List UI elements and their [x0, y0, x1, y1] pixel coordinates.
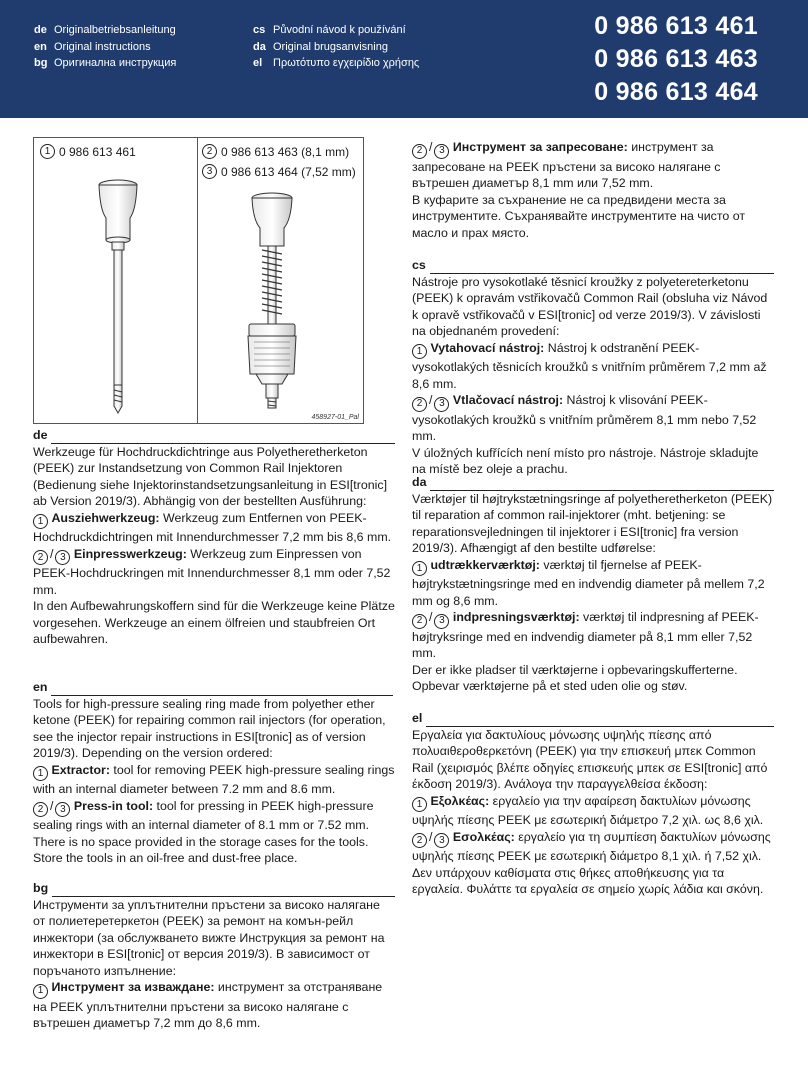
figure-label-pressin-752: 3 0 986 613 464 (7,52 mm) [202, 164, 356, 179]
section-heading-cs: cs [412, 257, 774, 274]
section-cs [412, 257, 774, 478]
language-entry: cs Původní návod k používání [253, 24, 406, 36]
section-heading-de: de [33, 427, 395, 444]
part-number: 0 986 613 464 [594, 78, 758, 106]
section-bg-continued [412, 139, 774, 241]
language-list-right [253, 22, 419, 72]
section-da-intro: Værktøjer til højtrykstætningsringe af polyetheretherketon (PEEK) til reparation af common rail-injektorer (mht. betjening: se reparationsvejledningen til injektorer i ESI[tronic] fra version 2019/3). Afhængigt af den bestilte udførelse: [412, 491, 773, 556]
language-entry: en Original instructions [34, 40, 151, 53]
part-number: 0 986 613 463 [594, 45, 758, 73]
tools-drawing [34, 138, 365, 425]
section-bg-intro: Инструменти за уплътнителни пръстени за високо налягане от полиетеретеркетон (PEEK) за ремонт на комън-рейл инжектори (за обслужването вижте Инструкция за ремонт на инжектори в ESI[tronic] от версия 2019/3). В зависимост от поръчаното изпълнение: [33, 897, 385, 978]
section-de-outro: In den Aufbewahrungskoffern sind für die Werkzeuge keine Plätze vorgesehen. Werkzeuge an einem ölfreien und staubfreien Ort aufbewahren. [33, 599, 395, 647]
section-heading-bg: bg [33, 880, 395, 897]
extractor-tool-drawing [99, 180, 137, 413]
section-bg [33, 880, 395, 1032]
figure-code: 458927-01_Pal [311, 414, 359, 421]
language-entry: bg Оригинална инструкция [34, 57, 177, 69]
section-da-item2: 2 / 3 indpresningsværktøj: værktøj til indpresning af PEEK-højtryksringe med en indvendig diameter på 8,1 mm eller 7,52 mm. [412, 610, 759, 661]
language-entry: da Original brugsanvisning [253, 40, 388, 53]
section-bg-outro: В куфарите за съхранение не са предвидени места за инструментите. Съхранявайте инструментите на чисто от масло и прах място. [412, 192, 746, 240]
figure-label-pressin-81: 2 0 986 613 463 (8,1 mm) [202, 144, 349, 159]
section-heading-el: el [412, 710, 774, 727]
section-de-intro: Werkzeuge für Hochdruckdichtringe aus Polyetheretherketon (PEEK) zur Instandsetzung von Common Rail Injektoren (Bedienung siehe Injektorinstandsetzungsanleitung in ESI[tronic] ab Version 2019/3). Abhängig von der bestellten Ausführung: [33, 444, 388, 509]
section-bg-item1: 1 Инструмент за изваждане: инструмент за отстраняване на PEEK уплътнителни пръстени за високо налягане с вътрешен диаметър 7,2 mm до 8,6 mm. [33, 980, 383, 1031]
section-cs-outro: V úložných kufřících není místo pro nástroje. Nástroje skladujte na místě bez oleje a prachu. [412, 445, 759, 477]
tool-figure [33, 137, 364, 424]
header-banner [0, 0, 808, 118]
figure-label-extractor: 1 0 986 613 461 [40, 144, 136, 159]
section-el-item2: 2 / 3 Εσολκέας: εργαλείο για τη συμπίεση δακτυλίων μόνωσης υψηλής πίεσης PEEK με εσωτερική διάμετρο 8,1 χιλ. ή 7,52 χιλ. [412, 829, 771, 864]
section-el-intro: Εργαλεία για δακτυλίους μόνωσης υψηλής πίεσης από πολυαιθεροθερκετόνη (PEEK) για την επισκευή μπεκ Common Rail (χειρισμός βλέπε οδηγίες επισκευής μπεκ σε ESI[tronic] από έκδοση 2019/3). Ανάλογα την παραγγελθείσα έκδοση: [412, 727, 768, 792]
language-entry: el Πρωτότυπο εγχειρίδιο χρήσης [253, 57, 420, 69]
section-en-intro: Tools for high-pressure sealing ring made from polyether ether ketone (PEEK) for repairing common rail injectors (for operation, see the injector repair instructions in ESI[tronic] as of version 2019/3). Depending on the version ordered: [33, 696, 386, 761]
part-numbers [594, 10, 758, 109]
section-en-item2: 2 / 3 Press-in tool: tool for pressing in PEEK high-pressure sealing rings with an internal diameter of 8.1 mm or 7.52 mm. [33, 798, 374, 833]
section-de [33, 427, 395, 648]
section-el [412, 710, 774, 898]
section-heading-en: en [33, 679, 395, 696]
section-en-outro: There is no space provided in the storage cases for the tools. Store the tools in an oil-free and dust-free place. [33, 834, 369, 866]
pressin-tool-drawing [248, 193, 296, 408]
section-cs-intro: Nástroje pro vysokotlaké těsnicí kroužky z polyetereterketonu (PEEK) k opravám vstřikovačů Common Rail (obsluha viz Návod k opravě vstřikovačů v ESI[tronic] od verze 2019/3). V závislosti na objednaném provedení: [412, 274, 768, 339]
language-list-left [34, 22, 176, 72]
section-heading-da: da [412, 474, 774, 491]
section-en [33, 679, 395, 867]
part-number: 0 986 613 461 [594, 12, 758, 40]
section-el-item1: 1 Εξολκέας: εργαλείο για την αφαίρεση δακτυλίων μόνωσης υψηλής πίεσης PEEK με εσωτερική διάμετρο 7,2 χιλ. ως 8,6 χιλ. [412, 793, 764, 828]
language-entry: de Originalbetriebsanleitung [34, 24, 176, 36]
section-de-item2: 2 / 3 Einpresswerkzeug: Werkzeug zum Einpressen von PEEK-Hochdruckringen mit Innendurchmesser 8,1 mm oder 7,52 mm. [33, 546, 391, 597]
section-de-item1: 1 Ausziehwerkzeug: Werkzeug zum Entfernen von PEEK-Hochdruckdichtringen mit Innendurchmesser 7,2 mm bis 8,6 mm. [33, 510, 392, 545]
section-cs-item2: 2 / 3 Vtlačovací nástroj: Nástroj k vlisování PEEK-vysokotlakých kroužků s vnitřním průměrem 8,1 mm nebo 7,52 mm. [412, 393, 757, 444]
section-da-outro: Der er ikke pladser til værktøjerne i opbevaringskufferterne. Opbevar værktøjerne på et sted uden olie og støv. [412, 662, 738, 694]
section-da-item1: 1 udtrækkerværktøj: værktøj til fjernelse af PEEK-højtrykstætningsringe med en indvendig diameter på mellem 7,2 mm og 8,6 mm. [412, 557, 765, 608]
section-en-item1: 1 Extractor: tool for removing PEEK high-pressure sealing rings with an internal diameter between 7.2 mm and 8.6 mm. [33, 762, 395, 797]
section-da [412, 474, 774, 695]
section-el-outro: Δεν υπάρχουν καθίσματα στις θήκες αποθήκευσης για τα εργαλεία. Φυλάττε τα εργαλεία σε σημείο χωρίς λάδια και σκόνη. [412, 865, 764, 897]
section-cs-item1: 1 Vytahovací nástroj: Nástroj k odstranění PEEK-vysokotlakých těsnicích kroužků s vnitřním průměrem 7,2 mm až 8,6 mm. [412, 340, 767, 391]
section-bg-item2: 2 / 3 Инструмент за запресоване: инструмент за запресоване на PEEK пръстени за високо налягане с вътрешен диаметър 8,1 mm или 7,52 mm. [412, 140, 721, 191]
